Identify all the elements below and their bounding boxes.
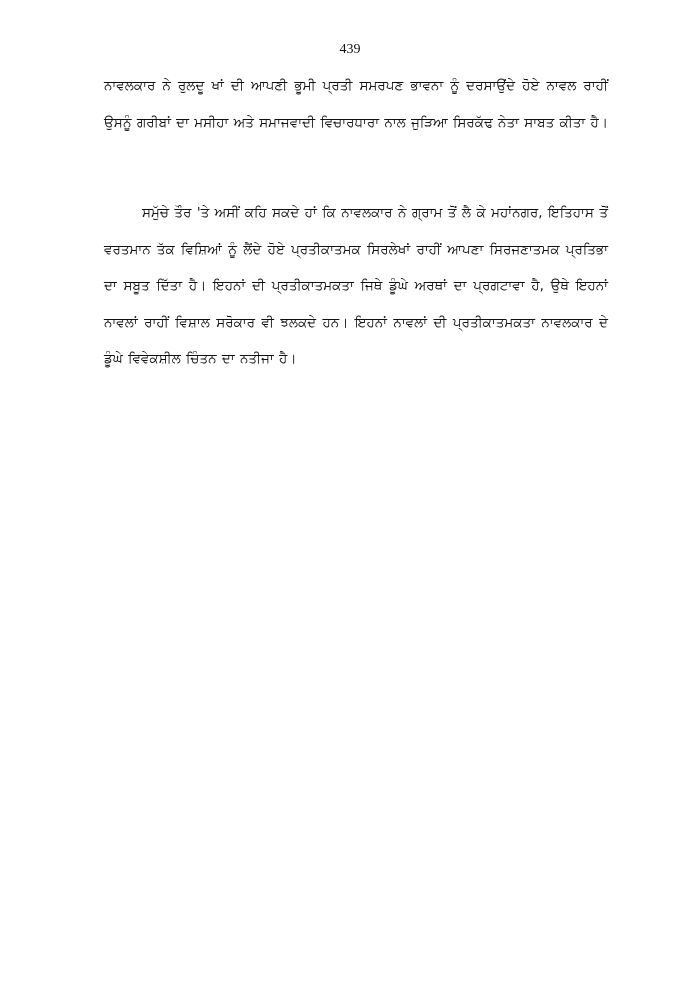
paragraph-2: ਸਮੁੱਚੇ ਤੌਰ 'ਤੇ ਅਸੀਂ ਕਹਿ ਸਕਦੇ ਹਾਂ ਕਿ ਨਾਵਲਕਾਰ ਨੇ ਗ੍ਰਾਮ ਤੋਂ ਲੈ ਕੇ ਮਹਾਂਨਗਰ, ਇਤਿਹਾਸ ਤੋਂ ਵਰਤਮਾਨ ਤੱਕ ਵਿਸ਼ਿਆਂ ਨੂੰ ਲੈਂਦੇ ਹੋਏ ਪ੍ਰਤੀਕਾਤਮਕ ਸਿਰਲੇਖਾਂ ਰਾਹੀਂ ਆਪਣਾ ਸਿਰਜਣਾਤਮਕ ਪ੍ਰਤਿਭਾ ਦਾ ਸਬੂਤ ਦਿੱਤਾ ਹੈ। ਇਹਨਾਂ ਦੀ ਪ੍ਰਤੀਕਾਤਮਕਤਾ ਜਿਥੇ ਡੂੰਘੇ ਅਰਥਾਂ ਦਾ ਪ੍ਰਗਟਾਵਾ ਹੈ, ਉਥੇ ਇਹਨਾਂ ਨਾਵਲਾਂ ਰਾਹੀਂ ਵਿਸ਼ਾਲ ਸਰੋਕਾਰ ਵੀ ਝਲਕਦੇ ਹਨ। ਇਹਨਾਂ ਨਾਵਲਾਂ ਦੀ ਪ੍ਰਤੀਕਾਤਮਕਤਾ ਨਾਵਲਕਾਰ ਦੇ ਡੂੰਘੇ ਵਿਵੇਕਸ਼ੀਲ ਚਿੰਤਨ ਦਾ ਨਤੀਜਾ ਹੈ। (104, 205, 608, 367)
page-number: 439 (339, 42, 361, 57)
paragraph-1: ਨਾਵਲਕਾਰ ਨੇ ਰੁਲਦੂ ਖਾਂ ਦੀ ਆਪਣੀ ਭੂਮੀ ਪ੍ਰਤੀ ਸਮਰਪਣ ਭਾਵਨਾ ਨੂੰ ਦਰਸਾਉਂਦੇ ਹੋਏ ਨਾਵਲ ਰਾਹੀਂ ਉਸਨੂੰ ਗਰੀਬਾਂ ਦਾ ਮਸੀਹਾ ਅਤੇ ਸਮਾਜਵਾਦੀ ਵਿਚਾਰਧਾਰਾ ਨਾਲ ਜੁੜਿਆ ਸਿਰਕੱਢ ਨੇਤਾ ਸਾਬਤ ਕੀਤਾ ਹੈ। (104, 78, 608, 131)
